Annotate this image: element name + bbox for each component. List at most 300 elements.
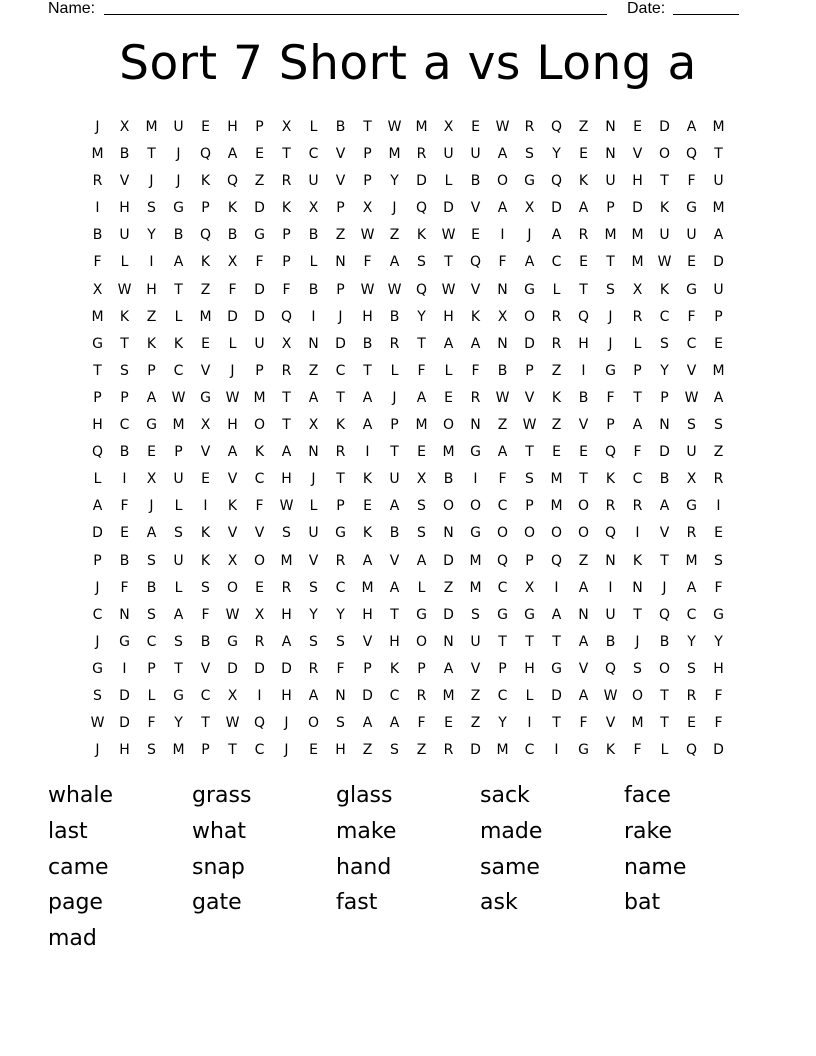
grid-letter: N <box>335 254 346 271</box>
grid-letter: G <box>200 389 211 406</box>
grid-letter: P <box>606 417 615 434</box>
grid-letter: Q <box>550 119 563 135</box>
grid-letter: T <box>606 254 615 271</box>
word-list-item: same <box>480 854 540 880</box>
word-list-item: hand <box>336 854 392 880</box>
grid-letter: P <box>417 660 426 677</box>
grid-letter: A <box>362 417 373 434</box>
grid-letter: O <box>496 525 509 542</box>
grid-letter: S <box>174 525 183 542</box>
grid-letter: E <box>147 444 156 461</box>
grid-letter: Z <box>497 417 508 434</box>
grid-letter: W <box>495 119 510 135</box>
grid-letter: B <box>308 281 319 298</box>
grid-letter: O <box>253 417 266 434</box>
grid-letter: T <box>552 633 561 650</box>
grid-letter: P <box>606 200 615 217</box>
grid-letter: W <box>360 227 375 244</box>
grid-letter: S <box>309 579 318 596</box>
grid-letter: M <box>469 579 482 596</box>
grid-letter: B <box>605 633 616 650</box>
date-blank-line[interactable] <box>673 14 739 15</box>
grid-letter: P <box>93 389 102 406</box>
grid-letter: I <box>608 579 613 596</box>
grid-letter: H <box>227 417 238 434</box>
grid-letter: D <box>443 606 454 623</box>
grid-letter: Z <box>470 715 481 732</box>
grid-letter: I <box>716 498 721 515</box>
grid-letter: Z <box>551 417 562 434</box>
grid-letter: L <box>309 254 318 271</box>
grid-letter: W <box>387 119 402 135</box>
grid-letter: D <box>227 660 238 677</box>
grid-letter: V <box>227 471 238 488</box>
grid-letter: P <box>255 119 264 135</box>
grid-letter: P <box>120 389 129 406</box>
grid-letter: W <box>225 715 240 732</box>
grid-letter: J <box>176 146 181 163</box>
grid-letter: K <box>254 444 265 461</box>
grid-letter: S <box>93 687 102 704</box>
grid-letter: I <box>122 660 127 677</box>
grid-letter: A <box>308 389 319 406</box>
grid-letter: M <box>712 362 725 379</box>
grid-letter: D <box>281 660 292 677</box>
grid-letter: I <box>311 308 316 325</box>
grid-letter: T <box>525 444 534 461</box>
grid-letter: X <box>227 687 238 704</box>
word-list-item: ask <box>480 890 518 916</box>
grid-letter: Q <box>550 552 563 569</box>
word-list-item: made <box>480 818 543 844</box>
grid-letter: S <box>606 281 615 298</box>
grid-letter: R <box>686 687 697 704</box>
grid-letter: X <box>308 417 319 434</box>
grid-letter: Y <box>147 227 156 244</box>
grid-letter: B <box>362 335 373 352</box>
grid-letter: T <box>660 715 669 732</box>
grid-letter: J <box>95 742 100 759</box>
grid-letter: F <box>228 281 237 298</box>
grid-letter: P <box>174 444 183 461</box>
grid-letter: R <box>551 335 562 352</box>
grid-letter: O <box>307 715 320 732</box>
grid-letter: E <box>579 146 588 163</box>
grid-letter: H <box>362 308 373 325</box>
grid-letter: A <box>551 606 562 623</box>
grid-letter: R <box>254 633 265 650</box>
grid-letter: A <box>443 660 454 677</box>
grid-letter: L <box>120 254 129 271</box>
grid-letter: Z <box>254 173 265 190</box>
grid-letter: F <box>120 579 129 596</box>
grid-letter: H <box>119 200 130 217</box>
grid-letter: C <box>254 742 265 759</box>
grid-letter: J <box>284 715 289 732</box>
grid-letter: C <box>524 742 535 759</box>
word-list-item: gate <box>192 890 242 916</box>
grid-letter: J <box>635 633 640 650</box>
grid-letter: H <box>335 742 346 759</box>
grid-letter: N <box>497 335 508 352</box>
grid-letter: B <box>659 471 670 488</box>
grid-letter: T <box>336 471 345 488</box>
grid-letter: F <box>714 687 723 704</box>
grid-letter: Q <box>91 444 104 461</box>
grid-letter: C <box>659 308 670 325</box>
grid-letter: L <box>147 687 156 704</box>
grid-letter: S <box>282 525 291 542</box>
grid-letter: T <box>363 119 372 135</box>
grid-letter: W <box>225 389 240 406</box>
grid-letter: V <box>200 362 211 379</box>
grid-letter: O <box>226 579 239 596</box>
grid-letter: F <box>714 715 723 732</box>
grid-letter: J <box>311 471 316 488</box>
grid-letter: N <box>443 633 454 650</box>
grid-letter: R <box>92 173 103 190</box>
grid-letter: G <box>92 335 103 352</box>
grid-letter: L <box>309 119 318 135</box>
grid-letter: P <box>525 498 534 515</box>
grid-letter: A <box>470 335 481 352</box>
grid-letter: H <box>92 417 103 434</box>
grid-letter: P <box>498 660 507 677</box>
grid-letter: B <box>497 362 508 379</box>
grid-letter: E <box>471 119 480 135</box>
grid-letter: P <box>363 146 372 163</box>
grid-letter: W <box>360 281 375 298</box>
grid-letter: Z <box>713 444 724 461</box>
grid-letter: E <box>309 742 318 759</box>
grid-letter: A <box>227 444 238 461</box>
grid-letter: Z <box>200 281 211 298</box>
grid-letter: V <box>335 146 346 163</box>
grid-letter: A <box>389 579 400 596</box>
grid-letter: N <box>605 119 616 135</box>
grid-letter: F <box>471 362 480 379</box>
grid-letter: R <box>335 444 346 461</box>
grid-letter: W <box>441 227 456 244</box>
grid-letter: C <box>389 687 400 704</box>
grid-letter: Z <box>335 227 346 244</box>
grid-letter: B <box>308 227 319 244</box>
grid-letter: M <box>604 227 617 244</box>
grid-letter: G <box>173 200 184 217</box>
grid-letter: O <box>442 498 455 515</box>
grid-letter: U <box>308 525 319 542</box>
grid-letter: Y <box>417 308 426 325</box>
grid-letter: L <box>417 579 426 596</box>
grid-letter: B <box>173 227 184 244</box>
grid-letter: J <box>338 308 343 325</box>
grid-letter: T <box>579 281 588 298</box>
grid-letter: R <box>470 389 481 406</box>
grid-letter: S <box>336 633 345 650</box>
grid-letter: N <box>605 552 616 569</box>
grid-letter: Y <box>174 715 183 732</box>
grid-letter: B <box>146 579 157 596</box>
grid-letter: T <box>174 281 183 298</box>
grid-letter: K <box>659 200 670 217</box>
grid-letter: V <box>470 660 481 677</box>
word-list-item: came <box>48 854 109 880</box>
grid-letter: S <box>714 552 723 569</box>
grid-letter: K <box>605 742 616 759</box>
grid-letter: Q <box>685 742 698 759</box>
grid-letter: D <box>443 200 454 217</box>
grid-letter: V <box>578 660 589 677</box>
grid-letter: K <box>416 227 427 244</box>
grid-letter: F <box>633 742 642 759</box>
grid-letter: X <box>362 200 373 217</box>
grid-letter: R <box>389 335 400 352</box>
grid-letter: S <box>417 498 426 515</box>
grid-letter: U <box>659 227 670 244</box>
grid-letter: T <box>201 715 210 732</box>
grid-letter: E <box>201 335 210 352</box>
grid-letter: X <box>497 308 508 325</box>
grid-letter: B <box>578 389 589 406</box>
grid-letter: L <box>309 498 318 515</box>
grid-letter: B <box>119 444 130 461</box>
grid-letter: A <box>416 389 427 406</box>
grid-letter: B <box>200 633 211 650</box>
grid-letter: K <box>200 254 211 271</box>
grid-letter: Z <box>416 742 427 759</box>
grid-letter: S <box>633 660 642 677</box>
grid-letter: H <box>281 687 292 704</box>
grid-letter: C <box>92 606 103 623</box>
grid-letter: E <box>552 444 561 461</box>
grid-letter: R <box>632 308 643 325</box>
grid-letter: C <box>632 471 643 488</box>
grid-letter: V <box>254 525 265 542</box>
grid-letter: O <box>658 660 671 677</box>
grid-letter: E <box>579 444 588 461</box>
grid-letter: Y <box>498 715 507 732</box>
grid-letter: O <box>577 498 590 515</box>
grid-letter: A <box>362 715 373 732</box>
word-list-item: face <box>624 783 671 808</box>
grid-letter: G <box>713 606 724 623</box>
grid-letter: L <box>552 281 561 298</box>
grid-letter: A <box>362 552 373 569</box>
grid-letter: W <box>387 281 402 298</box>
grid-letter: U <box>605 606 616 623</box>
grid-letter: V <box>119 173 130 190</box>
grid-letter: G <box>686 200 697 217</box>
grid-letter: O <box>631 687 644 704</box>
grid-letter: C <box>686 335 697 352</box>
grid-letter: A <box>173 606 184 623</box>
grid-letter: J <box>149 498 154 515</box>
grid-letter: E <box>417 444 426 461</box>
grid-letter: E <box>201 471 210 488</box>
grid-letter: K <box>200 552 211 569</box>
grid-letter: D <box>227 308 238 325</box>
grid-letter: D <box>659 119 670 135</box>
grid-letter: T <box>120 335 129 352</box>
grid-letter: G <box>524 606 535 623</box>
date-label: Date: <box>627 0 666 17</box>
grid-letter: E <box>120 525 129 542</box>
grid-letter: R <box>524 119 535 135</box>
grid-letter: M <box>442 687 455 704</box>
grid-letter: S <box>309 633 318 650</box>
grid-letter: A <box>686 579 697 596</box>
grid-letter: I <box>500 227 505 244</box>
grid-letter: G <box>524 173 535 190</box>
grid-letter: C <box>200 687 211 704</box>
grid-letter: F <box>417 715 426 732</box>
grid-letter: D <box>524 335 535 352</box>
grid-letter: X <box>308 200 319 217</box>
grid-letter: S <box>525 471 534 488</box>
grid-letter: S <box>336 715 345 732</box>
grid-letter: D <box>713 742 724 759</box>
grid-letter: A <box>713 227 724 244</box>
grid-letter: G <box>470 444 481 461</box>
grid-letter: C <box>308 146 319 163</box>
grid-letter: J <box>176 173 181 190</box>
grid-letter: I <box>149 254 154 271</box>
grid-letter: N <box>443 525 454 542</box>
grid-letter: L <box>174 579 183 596</box>
grid-letter: A <box>308 687 319 704</box>
grid-letter: H <box>713 660 724 677</box>
grid-letter: U <box>173 471 184 488</box>
grid-letter: H <box>632 173 643 190</box>
grid-letter: M <box>280 552 293 569</box>
grid-letter: P <box>282 254 291 271</box>
grid-letter: T <box>336 389 345 406</box>
grid-letter: K <box>578 173 589 190</box>
grid-letter: R <box>281 579 292 596</box>
grid-letter: K <box>632 552 643 569</box>
grid-letter: R <box>443 742 454 759</box>
grid-letter: S <box>660 335 669 352</box>
grid-letter: E <box>471 227 480 244</box>
grid-letter: D <box>659 444 670 461</box>
grid-letter: Y <box>309 606 318 623</box>
grid-letter: L <box>174 308 183 325</box>
grid-letter: R <box>578 227 589 244</box>
grid-letter: K <box>551 389 562 406</box>
grid-letter: L <box>174 498 183 515</box>
grid-letter: Z <box>443 579 454 596</box>
grid-letter: Q <box>550 173 563 190</box>
grid-letter: V <box>686 362 697 379</box>
grid-letter: K <box>119 308 130 325</box>
grid-letter: N <box>470 417 481 434</box>
grid-letter: O <box>469 498 482 515</box>
grid-letter: S <box>120 362 129 379</box>
grid-letter: T <box>660 173 669 190</box>
grid-letter: T <box>633 606 642 623</box>
grid-letter: X <box>254 606 265 623</box>
grid-letter: S <box>390 742 399 759</box>
grid-letter: V <box>200 660 211 677</box>
word-list-item: name <box>624 854 687 880</box>
grid-letter: Z <box>389 227 400 244</box>
grid-letter: E <box>255 579 264 596</box>
grid-letter: D <box>443 552 454 569</box>
grid-letter: Z <box>308 362 319 379</box>
grid-letter: F <box>498 471 507 488</box>
grid-letter: I <box>95 200 100 217</box>
word-list-item: last <box>48 818 88 844</box>
grid-letter: A <box>92 498 103 515</box>
grid-letter: U <box>173 119 184 135</box>
grid-letter: G <box>686 281 697 298</box>
grid-letter: V <box>524 389 535 406</box>
grid-letter: U <box>686 227 697 244</box>
grid-letter: E <box>714 335 723 352</box>
grid-letter: M <box>712 200 725 217</box>
grid-letter: J <box>608 308 613 325</box>
grid-letter: B <box>227 227 238 244</box>
word-list-item: grass <box>192 783 252 808</box>
grid-letter: Y <box>552 146 561 163</box>
grid-letter: F <box>120 498 129 515</box>
grid-letter: E <box>444 389 453 406</box>
grid-letter: A <box>416 552 427 569</box>
grid-letter: X <box>443 119 454 135</box>
grid-letter: R <box>605 498 616 515</box>
grid-letter: A <box>146 525 157 542</box>
grid-letter: J <box>95 633 100 650</box>
grid-letter: F <box>147 715 156 732</box>
grid-letter: O <box>442 417 455 434</box>
grid-letter: Q <box>280 308 293 325</box>
grid-letter: D <box>632 200 643 217</box>
grid-letter: Q <box>685 146 698 163</box>
grid-letter: A <box>443 335 454 352</box>
name-blank-line[interactable] <box>104 14 607 15</box>
grid-letter: P <box>336 200 345 217</box>
grid-letter: D <box>119 715 130 732</box>
grid-letter: W <box>441 281 456 298</box>
grid-letter: U <box>254 335 265 352</box>
grid-letter: J <box>284 742 289 759</box>
grid-letter: I <box>554 579 559 596</box>
grid-letter: Q <box>658 606 671 623</box>
grid-letter: E <box>201 119 210 135</box>
grid-letter: M <box>469 552 482 569</box>
grid-letter: T <box>282 146 291 163</box>
grid-letter: I <box>581 362 586 379</box>
grid-letter: I <box>527 715 532 732</box>
grid-letter: E <box>687 715 696 732</box>
grid-letter: X <box>146 471 157 488</box>
grid-letter: P <box>93 552 102 569</box>
grid-letter: F <box>93 254 102 271</box>
grid-letter: I <box>365 444 370 461</box>
grid-letter: M <box>361 579 374 596</box>
grid-letter: F <box>579 715 588 732</box>
grid-letter: T <box>390 606 399 623</box>
grid-letter: H <box>146 281 157 298</box>
grid-letter: C <box>551 254 562 271</box>
grid-letter: U <box>470 146 481 163</box>
grid-letter: P <box>255 362 264 379</box>
grid-letter: Q <box>253 715 266 732</box>
grid-letter: M <box>91 146 104 163</box>
grid-letter: S <box>147 200 156 217</box>
grid-letter: A <box>659 498 670 515</box>
grid-letter: X <box>227 552 238 569</box>
